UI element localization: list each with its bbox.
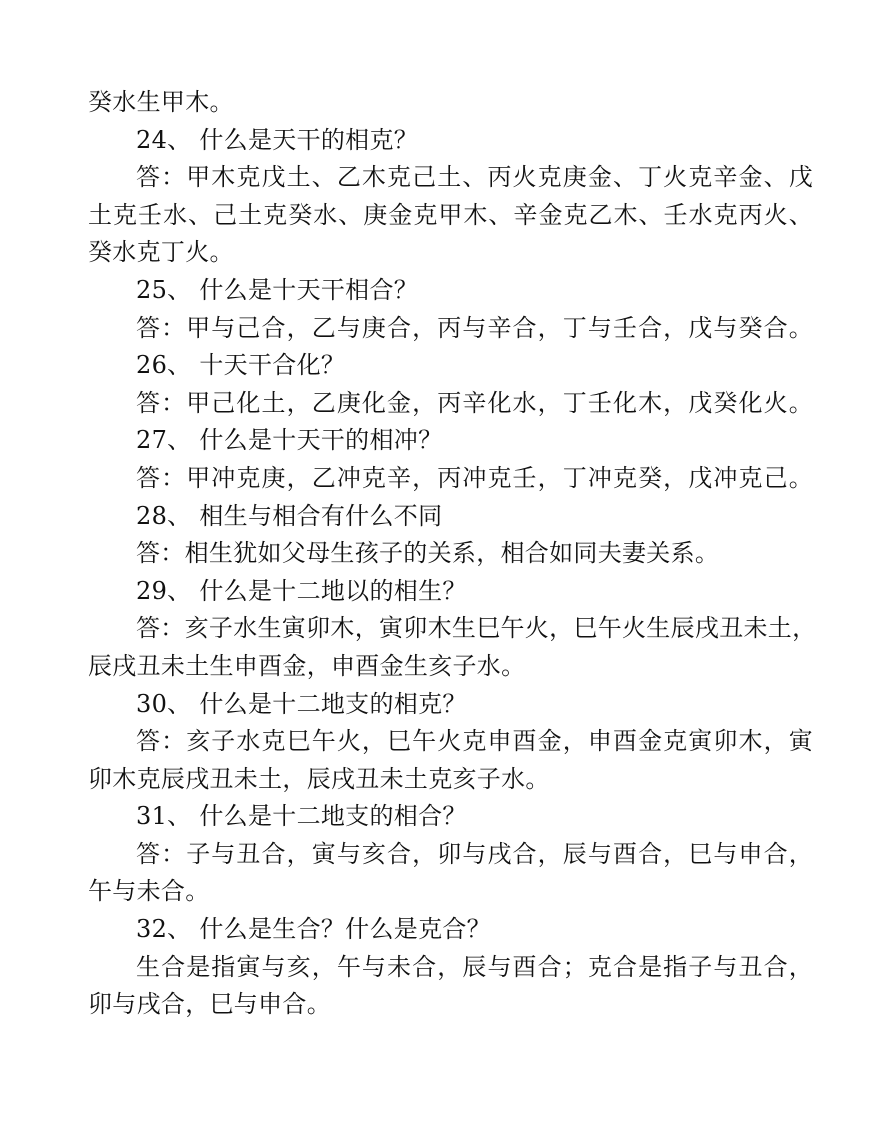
answer-28: 答：相生犹如父母生孩子的关系，相合如同夫妻关系。	[136, 539, 720, 568]
answer-27: 答：甲冲克庚，乙冲克辛，丙冲克壬，丁冲克癸，戊冲克己。	[136, 463, 813, 492]
answer-24-line-2: 土克壬水、己土克癸水、庚金克甲木、辛金克乙木、壬水克丙火、	[88, 200, 813, 229]
answer-30-line-1: 答：亥子水克巳午火，巳午火克申酉金，申酉金克寅卯木，寅	[136, 727, 813, 756]
question-30: 30、 什么是十二地支的相克？	[136, 689, 467, 718]
answer-24-line-3: 癸水克丁火。	[88, 238, 234, 267]
answer-24-line-1: 答：甲木克戊土、乙木克己土、丙火克庚金、丁火克辛金、戊	[136, 163, 813, 192]
question-31: 31、 什么是十二地支的相合？	[136, 802, 467, 831]
answer-32-line-2: 卯与戌合，巳与申合。	[88, 990, 331, 1019]
answer-32-line-1: 生合是指寅与亥，午与未合，辰与酉合；克合是指子与丑合，	[136, 952, 813, 981]
answer-31-line-1: 答：子与丑合，寅与亥合，卯与戌合，辰与酉合，巳与申合，	[136, 839, 813, 868]
question-28: 28、 相生与相合有什么不同	[136, 501, 443, 530]
answer-31-line-2: 午与未合。	[88, 877, 210, 906]
answer-26: 答：甲己化土，乙庚化金，丙辛化水，丁壬化木，戊癸化火。	[136, 388, 813, 417]
question-26: 26、 十天干合化？	[136, 351, 346, 380]
answer-30-line-2: 卯木克辰戌丑未土，辰戌丑未土克亥子水。	[88, 764, 550, 793]
question-27: 27、 什么是十天干的相冲？	[136, 426, 443, 455]
answer-25: 答：甲与己合，乙与庚合，丙与辛合，丁与壬合，戊与癸合。	[136, 313, 813, 342]
question-29: 29、 什么是十二地以的相生？	[136, 576, 467, 605]
question-25: 25、 什么是十天干相合？	[136, 275, 419, 304]
answer-29-line-1: 答：亥子水生寅卯木，寅卯木生巳午火，巳午火生辰戌丑未土，	[136, 614, 817, 643]
document-page	[88, 84, 817, 1024]
question-24: 24、 什么是天干的相克？	[136, 125, 419, 154]
answer-29-line-2: 辰戌丑未土生申酉金，申酉金生亥子水。	[88, 651, 526, 680]
text-line: 癸水生甲木。	[88, 88, 234, 116]
question-32: 32、 什么是生合？什么是克合？	[136, 915, 491, 944]
